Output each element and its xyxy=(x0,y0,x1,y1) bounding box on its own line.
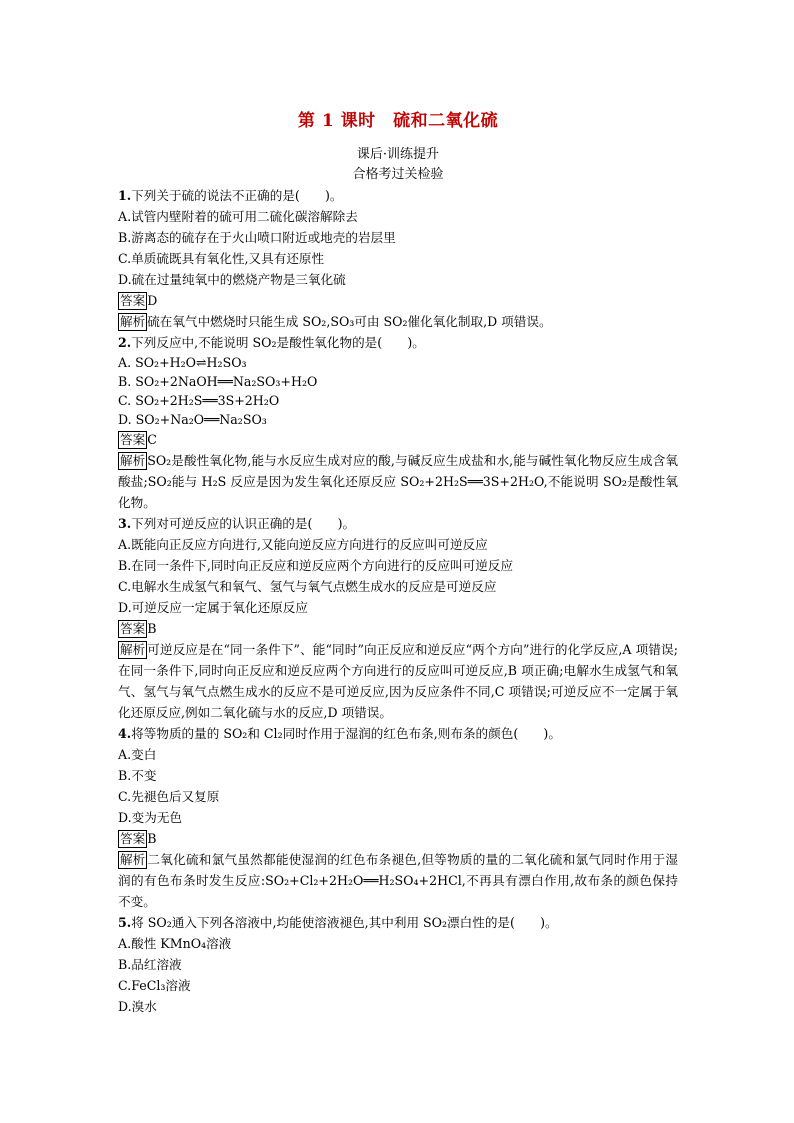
question-2-analysis: 解析 SO₂是酸性氧化物,能与水反应生成对应的酸,与碱反应生成盐和水,能与碱性氧化物反应生成含氧酸盐;SO₂能与 H₂S 反应是因为发生氧化还原反应 SO₂+2H₂S══3S+2H₂O,不能说明 SO₂是酸性氧化物。 xyxy=(118,453,678,510)
answer-label: 答案 xyxy=(120,621,146,636)
analysis-label: 解析 xyxy=(120,852,146,867)
question-2-stem: 2.下列反应中,不能说明 SO₂是酸性氧化物的是( )。 xyxy=(118,335,425,350)
page-title: 第 1 课时 硫和二氧化硫 xyxy=(297,111,499,131)
question-4-analysis: 解析 二氧化硫和氯气虽然都能使湿润的红色布条褪色,但等物质的量的二氧化硫和氯气同时作用于湿润的有色布条时发生反应:SO₂+Cl₂+2H₂O══H₂SO₄+2HCl,不再具有漂白作用,故布条的颜色保持不变。 xyxy=(118,852,678,909)
question-1-answer: 答案 D xyxy=(120,293,158,308)
answer-label: 答案 xyxy=(120,293,146,308)
answer-label: 答案 xyxy=(120,831,146,846)
analysis-label: 解析 xyxy=(120,453,146,468)
question-2-option: A. SO₂+H₂O⇌H₂SO₃ xyxy=(118,355,247,370)
analysis-label: 解析 xyxy=(120,314,146,329)
question-2-option: D. SO₂+Na₂O══Na₂SO₃ xyxy=(118,412,267,427)
question-2-option: B. SO₂+2NaOH══Na₂SO₃+H₂O xyxy=(118,374,318,389)
question-5-stem: 5.将 SO₂通入下列各溶液中,均能使溶液褪色,其中利用 SO₂漂白性的是( )。 xyxy=(118,915,558,930)
question-3-stem: 3.下列对可逆反应的认识正确的是( )。 xyxy=(118,516,356,531)
question-3-analysis: 解析 可逆反应是在“同一条件下”、能“同时”向正反应和逆反应“两个方向”进行的化学反应,A 项错误;在同一条件下,同时向正反应和逆反应两个方向进行的反应叫可逆反应,B 项正确;电解水生成氢气和氧气、氢气与氧气点燃生成水的反应不是可逆反应,因为反应条件不同,C 项错误;可逆反应不一定属于氧化还原反应,例如二氧化硫与水的反应,D 项错误。 xyxy=(118,642,678,720)
worksheet-page xyxy=(118,100,678,1017)
question-5-option: A.酸性 KMnO₄溶液 xyxy=(118,936,232,951)
question-5-option: D.溴水 xyxy=(118,999,157,1014)
question-4-option: D.变为无色 xyxy=(118,810,183,825)
question-2-option: C. SO₂+2H₂S══3S+2H₂O xyxy=(118,393,280,408)
answer-label: 答案 xyxy=(120,432,146,447)
question-4-answer: 答案 B xyxy=(120,831,157,846)
question-1-option: B.游离态的硫存在于火山喷口附近或地壳的岩层里 xyxy=(118,230,396,245)
question-3-option: B.在同一条件下,同时向正反应和逆反应两个方向进行的反应叫可逆反应 xyxy=(118,558,514,573)
question-1-stem: 1.下列关于硫的说法不正确的是( )。 xyxy=(118,188,343,203)
analysis-label: 解析 xyxy=(120,642,146,657)
question-5-option: B.品红溶液 xyxy=(118,957,182,972)
question-1-option: D.硫在过量纯氧中的燃烧产物是三氧化硫 xyxy=(118,272,346,287)
section-subtitle-level: 合格考过关检验 xyxy=(352,167,444,182)
question-4-option: C.先褪色后又复原 xyxy=(118,789,220,804)
question-3-option: A.既能向正反应方向进行,又能向逆反应方向进行的反应叫可逆反应 xyxy=(118,537,488,552)
question-1-analysis: 解析 硫在氧气中燃烧时只能生成 SO₂,SO₃可由 SO₂催化氧化制取,D 项错误。 xyxy=(120,314,552,329)
question-3-answer: 答案 B xyxy=(120,621,157,636)
question-5-option: C.FeCl₃溶液 xyxy=(118,978,191,993)
question-1-option: A.试管内壁附着的硫可用二硫化碳溶解除去 xyxy=(118,209,358,224)
section-subtitle: 课后·训练提升 xyxy=(356,147,440,162)
question-3-option: D.可逆反应一定属于氧化还原反应 xyxy=(118,600,308,615)
question-4-option: A.变白 xyxy=(118,747,157,762)
question-3-option: C.电解水生成氢气和氧气、氢气与氧气点燃生成水的反应是可逆反应 xyxy=(118,579,497,594)
question-4-stem: 4.将等物质的量的 SO₂和 Cl₂同时作用于湿润的红色布条,则布条的颜色( )。 xyxy=(118,726,561,741)
question-1-option: C.单质硫既具有氧化性,又具有还原性 xyxy=(118,251,325,266)
question-2-answer: 答案 C xyxy=(120,432,157,447)
question-4-option: B.不变 xyxy=(118,768,157,783)
